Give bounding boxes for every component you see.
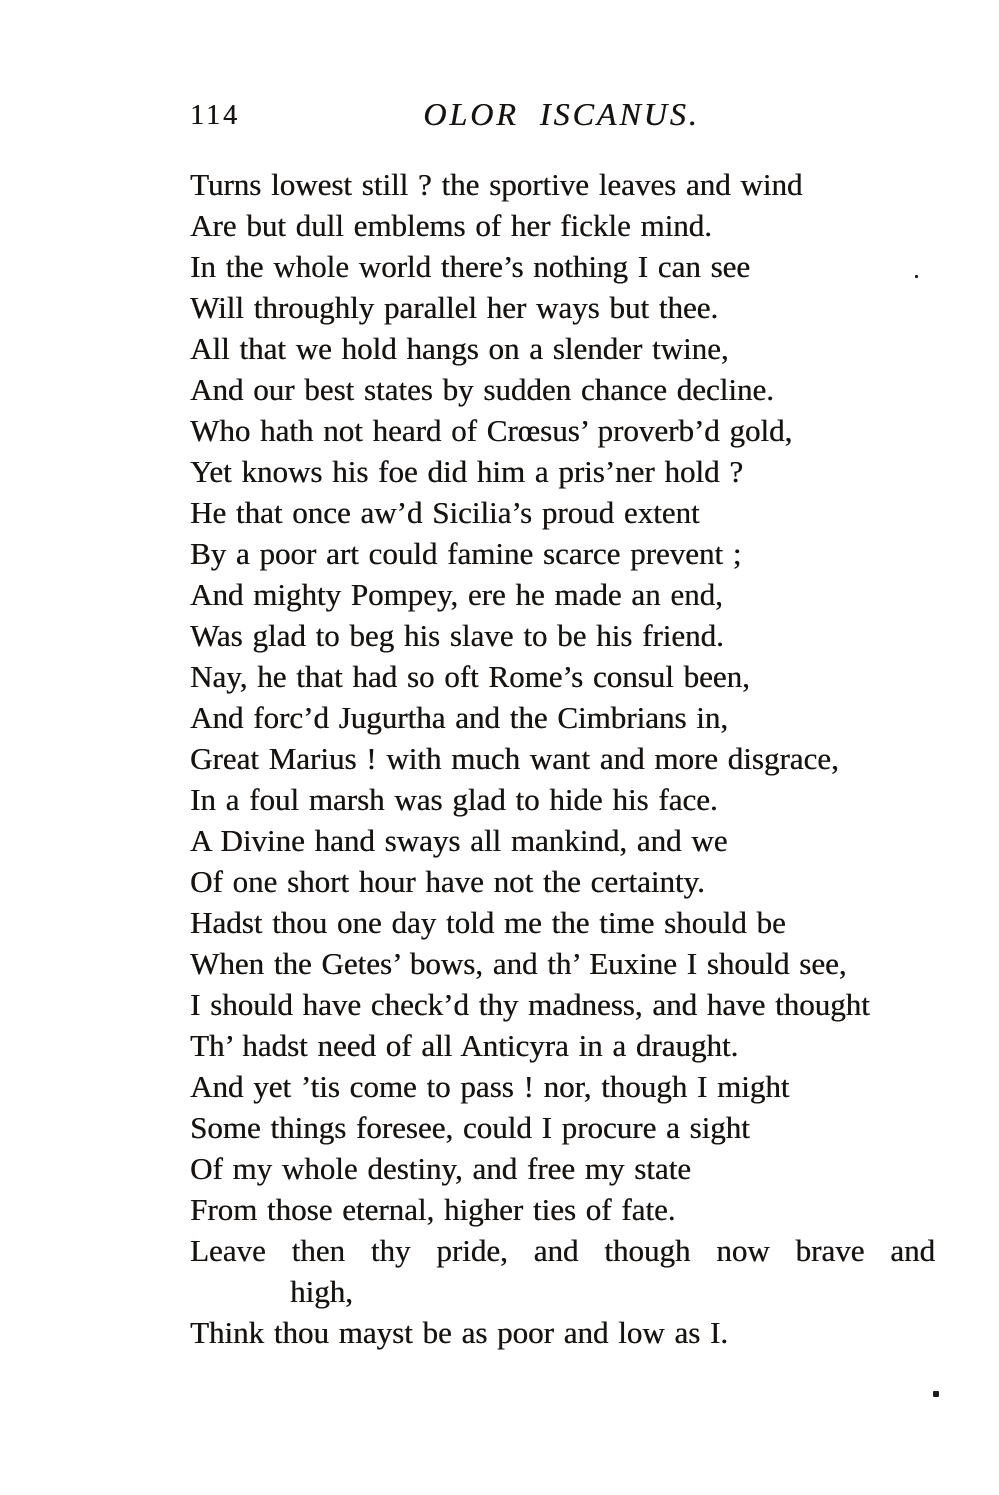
poem-line: Will throughly parallel her ways but thee. — [190, 290, 719, 325]
poem-line: Think thou mayst be as poor and low as I. — [190, 1315, 729, 1350]
poem-line: And mighty Pompey, ere he made an end, — [190, 577, 723, 612]
poem-line: From those eternal, higher ties of fate. — [190, 1192, 676, 1227]
poem-line: When the Getes’ bows, and th’ Euxine I should see, — [190, 946, 847, 981]
poem-line: I should have check’d thy madness, and have thought — [190, 987, 870, 1022]
poem-line: Turns lowest still ? the sportive leaves and wind — [190, 167, 803, 202]
poem-line: By a poor art could famine scarce prevent ; — [190, 536, 742, 571]
poem-line: In the whole world there’s nothing I can see — [190, 249, 751, 284]
poem-line: A Divine hand sways all mankind, and we — [190, 823, 728, 858]
poem-line: Are but dull emblems of her fickle mind. — [190, 208, 712, 243]
scan-speck — [915, 275, 918, 278]
poem-line: Yet knows his foe did him a pris’ner hold ? — [190, 454, 743, 489]
poem — [190, 164, 935, 1353]
scan-speck — [933, 1391, 939, 1397]
page-number: 114 — [190, 100, 240, 131]
poem-line: And our best states by sudden chance decline. — [190, 372, 774, 407]
poem-line: Leave then thy pride, and though now brave and — [190, 1233, 935, 1268]
poem-line: And yet ’tis come to pass ! nor, though I might — [190, 1069, 790, 1104]
poem-line: All that we hold hangs on a slender twine, — [190, 331, 729, 366]
poem-line: Great Marius ! with much want and more disgrace, — [190, 741, 839, 776]
poem-line: Hadst thou one day told me the time should be — [190, 905, 786, 940]
poem-line: Some things foresee, could I procure a sight — [190, 1110, 750, 1145]
poem-line: And forc’d Jugurtha and the Cimbrians in, — [190, 700, 729, 735]
poem-line: Was glad to beg his slave to be his friend. — [190, 618, 724, 653]
poem-line: Th’ hadst need of all Anticyra in a draught. — [190, 1028, 739, 1063]
running-head: OLOR ISCANUS. — [423, 96, 700, 132]
poem-line: Of my whole destiny, and free my state — [190, 1151, 691, 1186]
page-header — [188, 96, 935, 132]
poem-line: Of one short hour have not the certainty. — [190, 864, 705, 899]
poem-line: high, — [290, 1274, 353, 1309]
poem-line: Nay, he that had so oft Rome’s consul been, — [190, 659, 750, 694]
poem-line: In a foul marsh was glad to hide his face. — [190, 782, 718, 817]
poem-line: He that once aw’d Sicilia’s proud extent — [190, 495, 700, 530]
poem-line: Who hath not heard of Crœsus’ proverb’d gold, — [190, 413, 793, 448]
